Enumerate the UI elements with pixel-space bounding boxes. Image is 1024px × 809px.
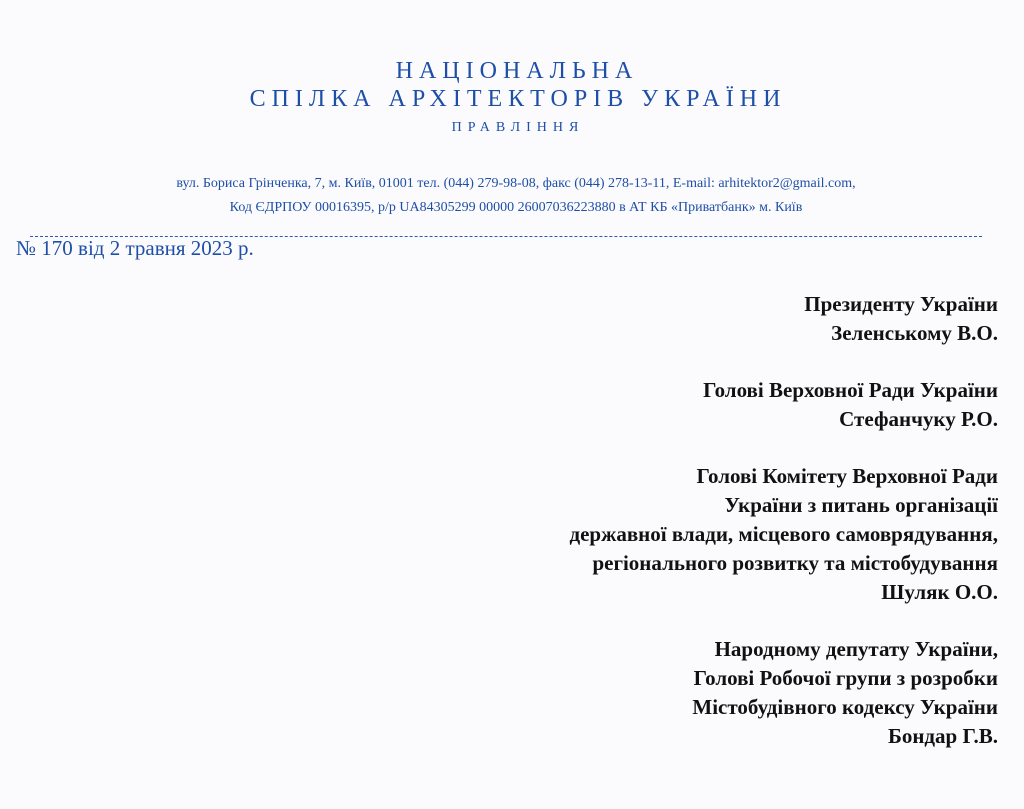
- addressee-line: Президенту України: [804, 292, 998, 316]
- addressee-line: регіонального розвитку та містобудування: [592, 551, 998, 575]
- addressee-line: державної влади, місцевого самоврядування,: [569, 522, 998, 546]
- addressee-committee-head: [378, 462, 998, 607]
- registration-number-date: № 170 від 2 травня 2023 р.: [16, 236, 254, 260]
- addressee-line: Зеленському В.О.: [831, 321, 998, 345]
- addressee-line: Містобудівного кодексу України: [692, 695, 998, 719]
- org-name-line-1: НАЦІОНАЛЬНА: [395, 58, 639, 84]
- addressee-line: Шуляк О.О.: [881, 580, 998, 604]
- address-contacts: вул. Бориса Грінченка, 7, м. Київ, 01001 тел. (044) 279-98-08, факс (044) 278-13-11, E-mail: arhitektor2@gmail.com,: [176, 176, 856, 191]
- addressee-president: [378, 290, 998, 348]
- addressee-working-group-head: [378, 635, 998, 751]
- org-name-line-2: СПІЛКА АРХІТЕКТОРІВ УКРАЇНИ: [249, 86, 787, 112]
- addressee-line: Голові Робочої групи з розробки: [693, 666, 998, 690]
- addressee-line: України з питань організації: [724, 493, 998, 517]
- addressee-line: Бондар Г.В.: [887, 724, 998, 748]
- addressee-line: Народному депутату України,: [714, 637, 998, 661]
- addressee-line: Стефанчуку Р.О.: [839, 407, 998, 431]
- addressees: [378, 290, 998, 779]
- addressee-line: Голові Верховної Ради України: [703, 378, 998, 402]
- org-body-name: ПРАВЛІННЯ: [451, 120, 585, 135]
- bank-details: Код ЄДРПОУ 00016395, р/р UA84305299 00000 26007036223880 в АТ КБ «Приватбанк» м. Київ: [229, 200, 803, 215]
- addressee-line: Голові Комітету Верховної Ради: [696, 464, 998, 488]
- addressee-rada-chairman: [378, 376, 998, 434]
